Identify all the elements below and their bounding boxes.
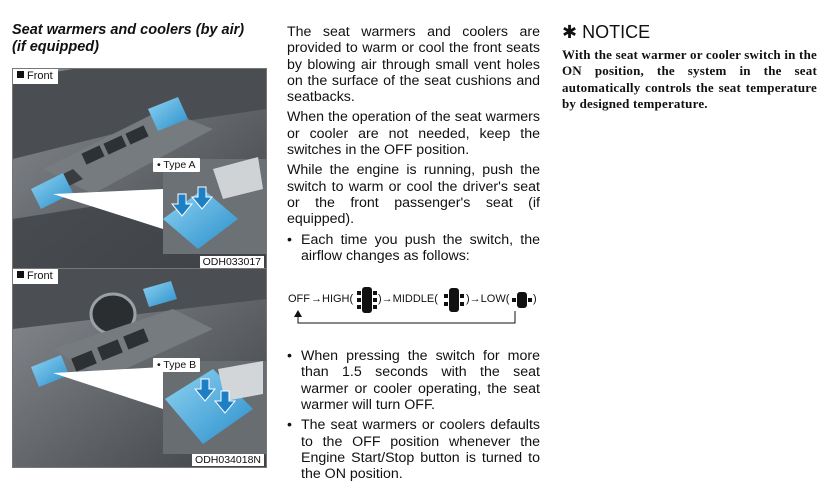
- list-item: [287, 232, 540, 265]
- figure-code: ODH034018N: [192, 454, 264, 466]
- list-item: [287, 348, 540, 413]
- paragraph: While the engine is running, push the switch to warm or cool the driver's seat or the front passenger's seat (if equipped).: [287, 162, 540, 228]
- square-bullet-icon: [17, 71, 24, 78]
- figure-type-b: [12, 268, 267, 468]
- list-item: [287, 417, 540, 482]
- seat-low-icon: [511, 291, 533, 309]
- console-illustration-a: [13, 69, 266, 269]
- bullet-mark: •: [287, 348, 292, 365]
- flow-close: ): [533, 293, 537, 305]
- flow-off: OFF: [288, 293, 310, 305]
- paragraph: The seat warmers and coolers are provided to warm or cool the front seats by blowing air through small vent holes on the surface of the seat cushions and seatbacks.: [287, 24, 540, 106]
- section-title: Seat warmers and coolers (by air): [12, 22, 245, 38]
- section-header: [12, 22, 270, 56]
- figure-label: Front: [13, 69, 58, 84]
- airflow-cycle: [288, 285, 540, 330]
- figure-code: ODH033017: [200, 256, 264, 268]
- flow-low: )→LOW(: [466, 293, 510, 305]
- flow-middle: )→MIDDLE(: [378, 293, 438, 305]
- paragraph: When the operation of the seat warmers or cooler are not needed, keep the switches in the OFF position.: [287, 109, 540, 159]
- bullet-mark: •: [287, 417, 292, 434]
- figure-type-a: [12, 68, 267, 270]
- bullet-text: Each time you push the switch, the airflow changes as follows:: [301, 231, 540, 264]
- type-tag: • Type B: [153, 358, 200, 372]
- cycle-return-arrow: [290, 309, 520, 329]
- notice-text: With the seat warmer or cooler switch in the ON position, the system in the seat automatically controls the seat temperature by designed temperature.: [562, 47, 817, 111]
- figure-label: Front: [13, 269, 58, 284]
- bullet-text: When pressing the switch for more than 1.5 seconds with the seat warmer or cooler operating, the seat warmer will turn OFF.: [301, 348, 540, 414]
- section-title-sub: (if equipped): [12, 39, 99, 55]
- console-illustration-b: [13, 269, 266, 467]
- bullet-mark: •: [287, 231, 292, 248]
- square-bullet-icon: [17, 271, 24, 278]
- flow-arrow: →: [311, 293, 322, 305]
- bullet-text: The seat warmers or coolers defaults to the OFF position whenever the Engine Start/Stop button is turned to the ON position.: [301, 417, 540, 483]
- type-tag: • Type A: [153, 158, 200, 172]
- body-text: [287, 24, 540, 487]
- notice-heading: ✱ NOTICE: [562, 22, 651, 42]
- notice-box: [562, 22, 817, 112]
- flow-high: HIGH(: [322, 293, 354, 305]
